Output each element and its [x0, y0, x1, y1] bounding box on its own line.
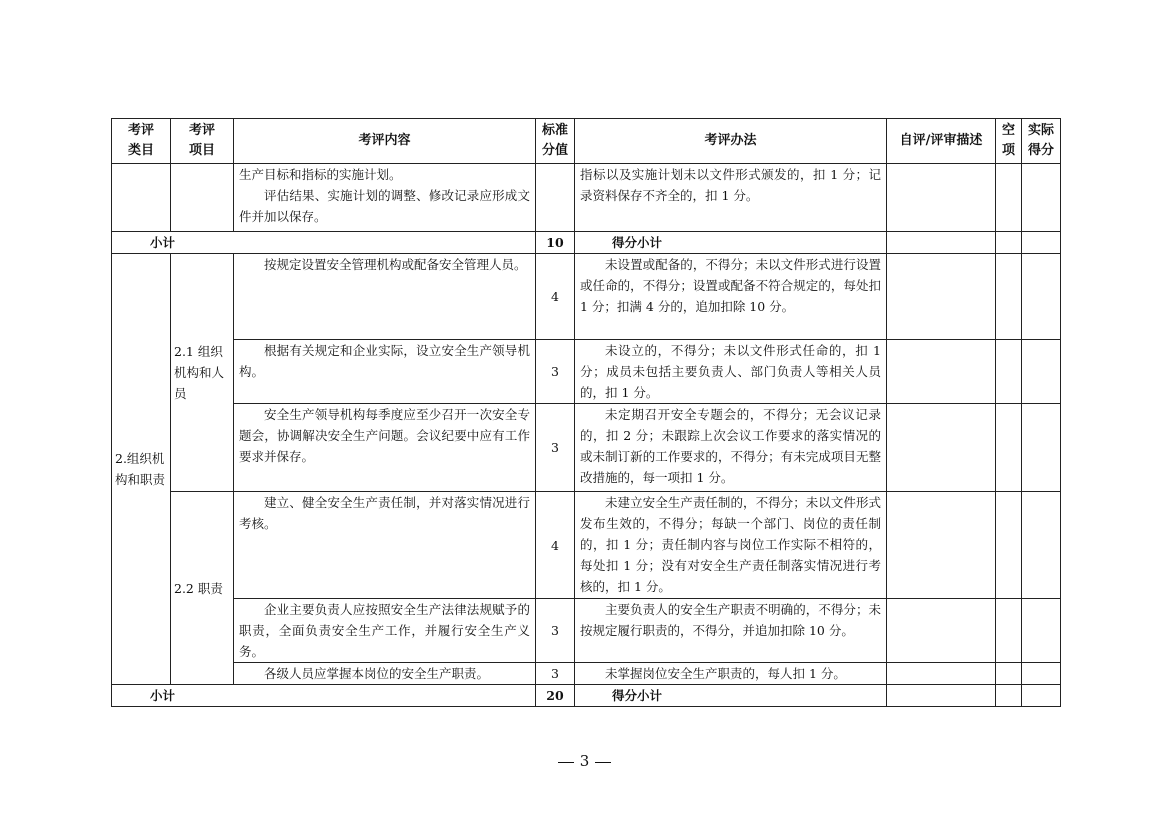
header-method: 考评办法	[575, 119, 887, 164]
header-row	[112, 119, 1061, 164]
content-text: 各级人员应掌握本岗位的安全生产职责。	[264, 666, 490, 681]
score-cell: 3	[536, 404, 575, 492]
table-row	[112, 663, 1061, 685]
score-cell: 3	[536, 340, 575, 404]
self-eval-cell	[887, 340, 996, 404]
method-text: 未设立的，不得分；未以文件形式任命的，扣 1 分；成员未包括主要负责人、部门负责人等相关人员的，扣 1 分。	[580, 343, 881, 400]
content-text: 按规定设置安全管理机构或配备安全管理人员。	[264, 257, 527, 272]
header-actual-score: 实际得分	[1022, 119, 1061, 164]
self-eval-cell	[887, 254, 996, 340]
self-eval-cell	[887, 164, 996, 232]
content-text: 根据有关规定和企业实际，设立安全生产领导机构。	[239, 343, 530, 379]
self-eval-cell	[887, 232, 996, 254]
actual-score-cell	[1022, 232, 1061, 254]
content-cell	[234, 254, 536, 340]
actual-score-cell	[1022, 685, 1061, 707]
actual-score-cell	[1022, 663, 1061, 685]
dash-right	[595, 762, 611, 763]
subtotal-desc: 得分小计	[575, 685, 887, 707]
self-eval-cell	[887, 685, 996, 707]
content-text: 生产目标和指标的实施计划。	[239, 167, 402, 182]
method-cell	[575, 340, 887, 404]
self-eval-cell	[887, 404, 996, 492]
method-text: 未建立安全生产责任制的，不得分；未以文件形式发布生效的，不得分；每缺一个部门、岗位的责任制的，扣 1 分；责任制内容与岗位工作实际不相符的，每处扣 1 分；没有对安全生产责任制落实情况进行考核的，扣 1 分。	[580, 495, 881, 594]
score-cell	[536, 164, 575, 232]
subtotal-desc: 得分小计	[575, 232, 887, 254]
actual-score-cell	[1022, 340, 1061, 404]
method-cell	[575, 599, 887, 663]
category-cell: 2.组织机构和职责	[112, 254, 171, 685]
header-content: 考评内容	[234, 119, 536, 164]
table-row	[112, 599, 1061, 663]
item-cell	[171, 164, 234, 232]
self-eval-cell	[887, 599, 996, 663]
table-row	[112, 254, 1061, 340]
empty-item-cell	[996, 340, 1022, 404]
score-cell: 3	[536, 663, 575, 685]
item-cell: 2.1 组织机构和人员	[171, 254, 234, 492]
content-cell	[234, 404, 536, 492]
table-row	[112, 404, 1061, 492]
score-cell: 4	[536, 492, 575, 599]
content-cell	[234, 599, 536, 663]
content-text: 安全生产领导机构每季度应至少召开一次安全专题会，协调解决安全生产问题。会议纪要中应有工作要求并保存。	[239, 407, 530, 464]
empty-item-cell	[996, 663, 1022, 685]
page-number-text: 3	[579, 752, 590, 770]
header-category: 考评类目	[112, 119, 171, 164]
empty-item-cell	[996, 164, 1022, 232]
page-number	[0, 752, 1169, 770]
category-cell	[112, 164, 171, 232]
subtotal-score: 10	[536, 232, 575, 254]
self-eval-cell	[887, 492, 996, 599]
header-item: 考评项目	[171, 119, 234, 164]
content-cell	[234, 663, 536, 685]
empty-item-cell	[996, 232, 1022, 254]
content-text: 评估结果、实施计划的调整、修改记录应形成文件并加以保存。	[239, 188, 530, 224]
method-cell	[575, 663, 887, 685]
header-standard-score: 标准分值	[536, 119, 575, 164]
actual-score-cell	[1022, 164, 1061, 232]
method-cell	[575, 492, 887, 599]
method-text: 未掌握岗位安全生产职责的，每人扣 1 分。	[605, 666, 846, 681]
empty-item-cell	[996, 404, 1022, 492]
item-cell: 2.2 职责	[171, 492, 234, 685]
method-cell	[575, 254, 887, 340]
self-eval-cell	[887, 663, 996, 685]
score-cell: 4	[536, 254, 575, 340]
dash-left	[558, 762, 574, 763]
header-self-eval: 自评/评审描述	[887, 119, 996, 164]
content-cell	[234, 164, 536, 232]
content-text: 企业主要负责人应按照安全生产法律法规赋予的职责，全面负责安全生产工作，并履行安全生产义务。	[239, 602, 530, 659]
actual-score-cell	[1022, 254, 1061, 340]
empty-item-cell	[996, 492, 1022, 599]
table-row	[112, 340, 1061, 404]
subtotal-score: 20	[536, 685, 575, 707]
empty-item-cell	[996, 599, 1022, 663]
method-text: 未设置或配备的，不得分；未以文件形式进行设置或任命的，不得分；设置或配备不符合规定的，每处扣 1 分；扣满 4 分的，追加扣除 10 分。	[580, 257, 881, 314]
method-text: 未定期召开安全专题会的，不得分；无会议记录的，扣 2 分；未跟踪上次会议工作要求的落实情况的或未制订新的工作要求的，不得分；有未完成项目无整改措施的，每一项扣 1 分。	[580, 407, 881, 485]
table-row	[112, 164, 1061, 232]
score-cell: 3	[536, 599, 575, 663]
content-cell	[234, 492, 536, 599]
content-text: 建立、健全安全生产责任制，并对落实情况进行考核。	[239, 495, 530, 531]
method-cell	[575, 404, 887, 492]
subtotal-row	[112, 685, 1061, 707]
actual-score-cell	[1022, 404, 1061, 492]
subtotal-label: 小计	[112, 232, 536, 254]
empty-item-cell	[996, 685, 1022, 707]
method-text: 主要负责人的安全生产职责不明确的，不得分；未按规定履行职责的，不得分，并追加扣除 10 分。	[580, 602, 881, 638]
actual-score-cell	[1022, 599, 1061, 663]
evaluation-table	[111, 118, 1061, 707]
content-cell	[234, 340, 536, 404]
empty-item-cell	[996, 254, 1022, 340]
actual-score-cell	[1022, 492, 1061, 599]
method-cell: 指标以及实施计划未以文件形式颁发的，扣 1 分；记录资料保存不齐全的，扣 1 分。	[575, 164, 887, 232]
header-empty-item: 空项	[996, 119, 1022, 164]
subtotal-label: 小计	[112, 685, 536, 707]
subtotal-row	[112, 232, 1061, 254]
table-row	[112, 492, 1061, 599]
